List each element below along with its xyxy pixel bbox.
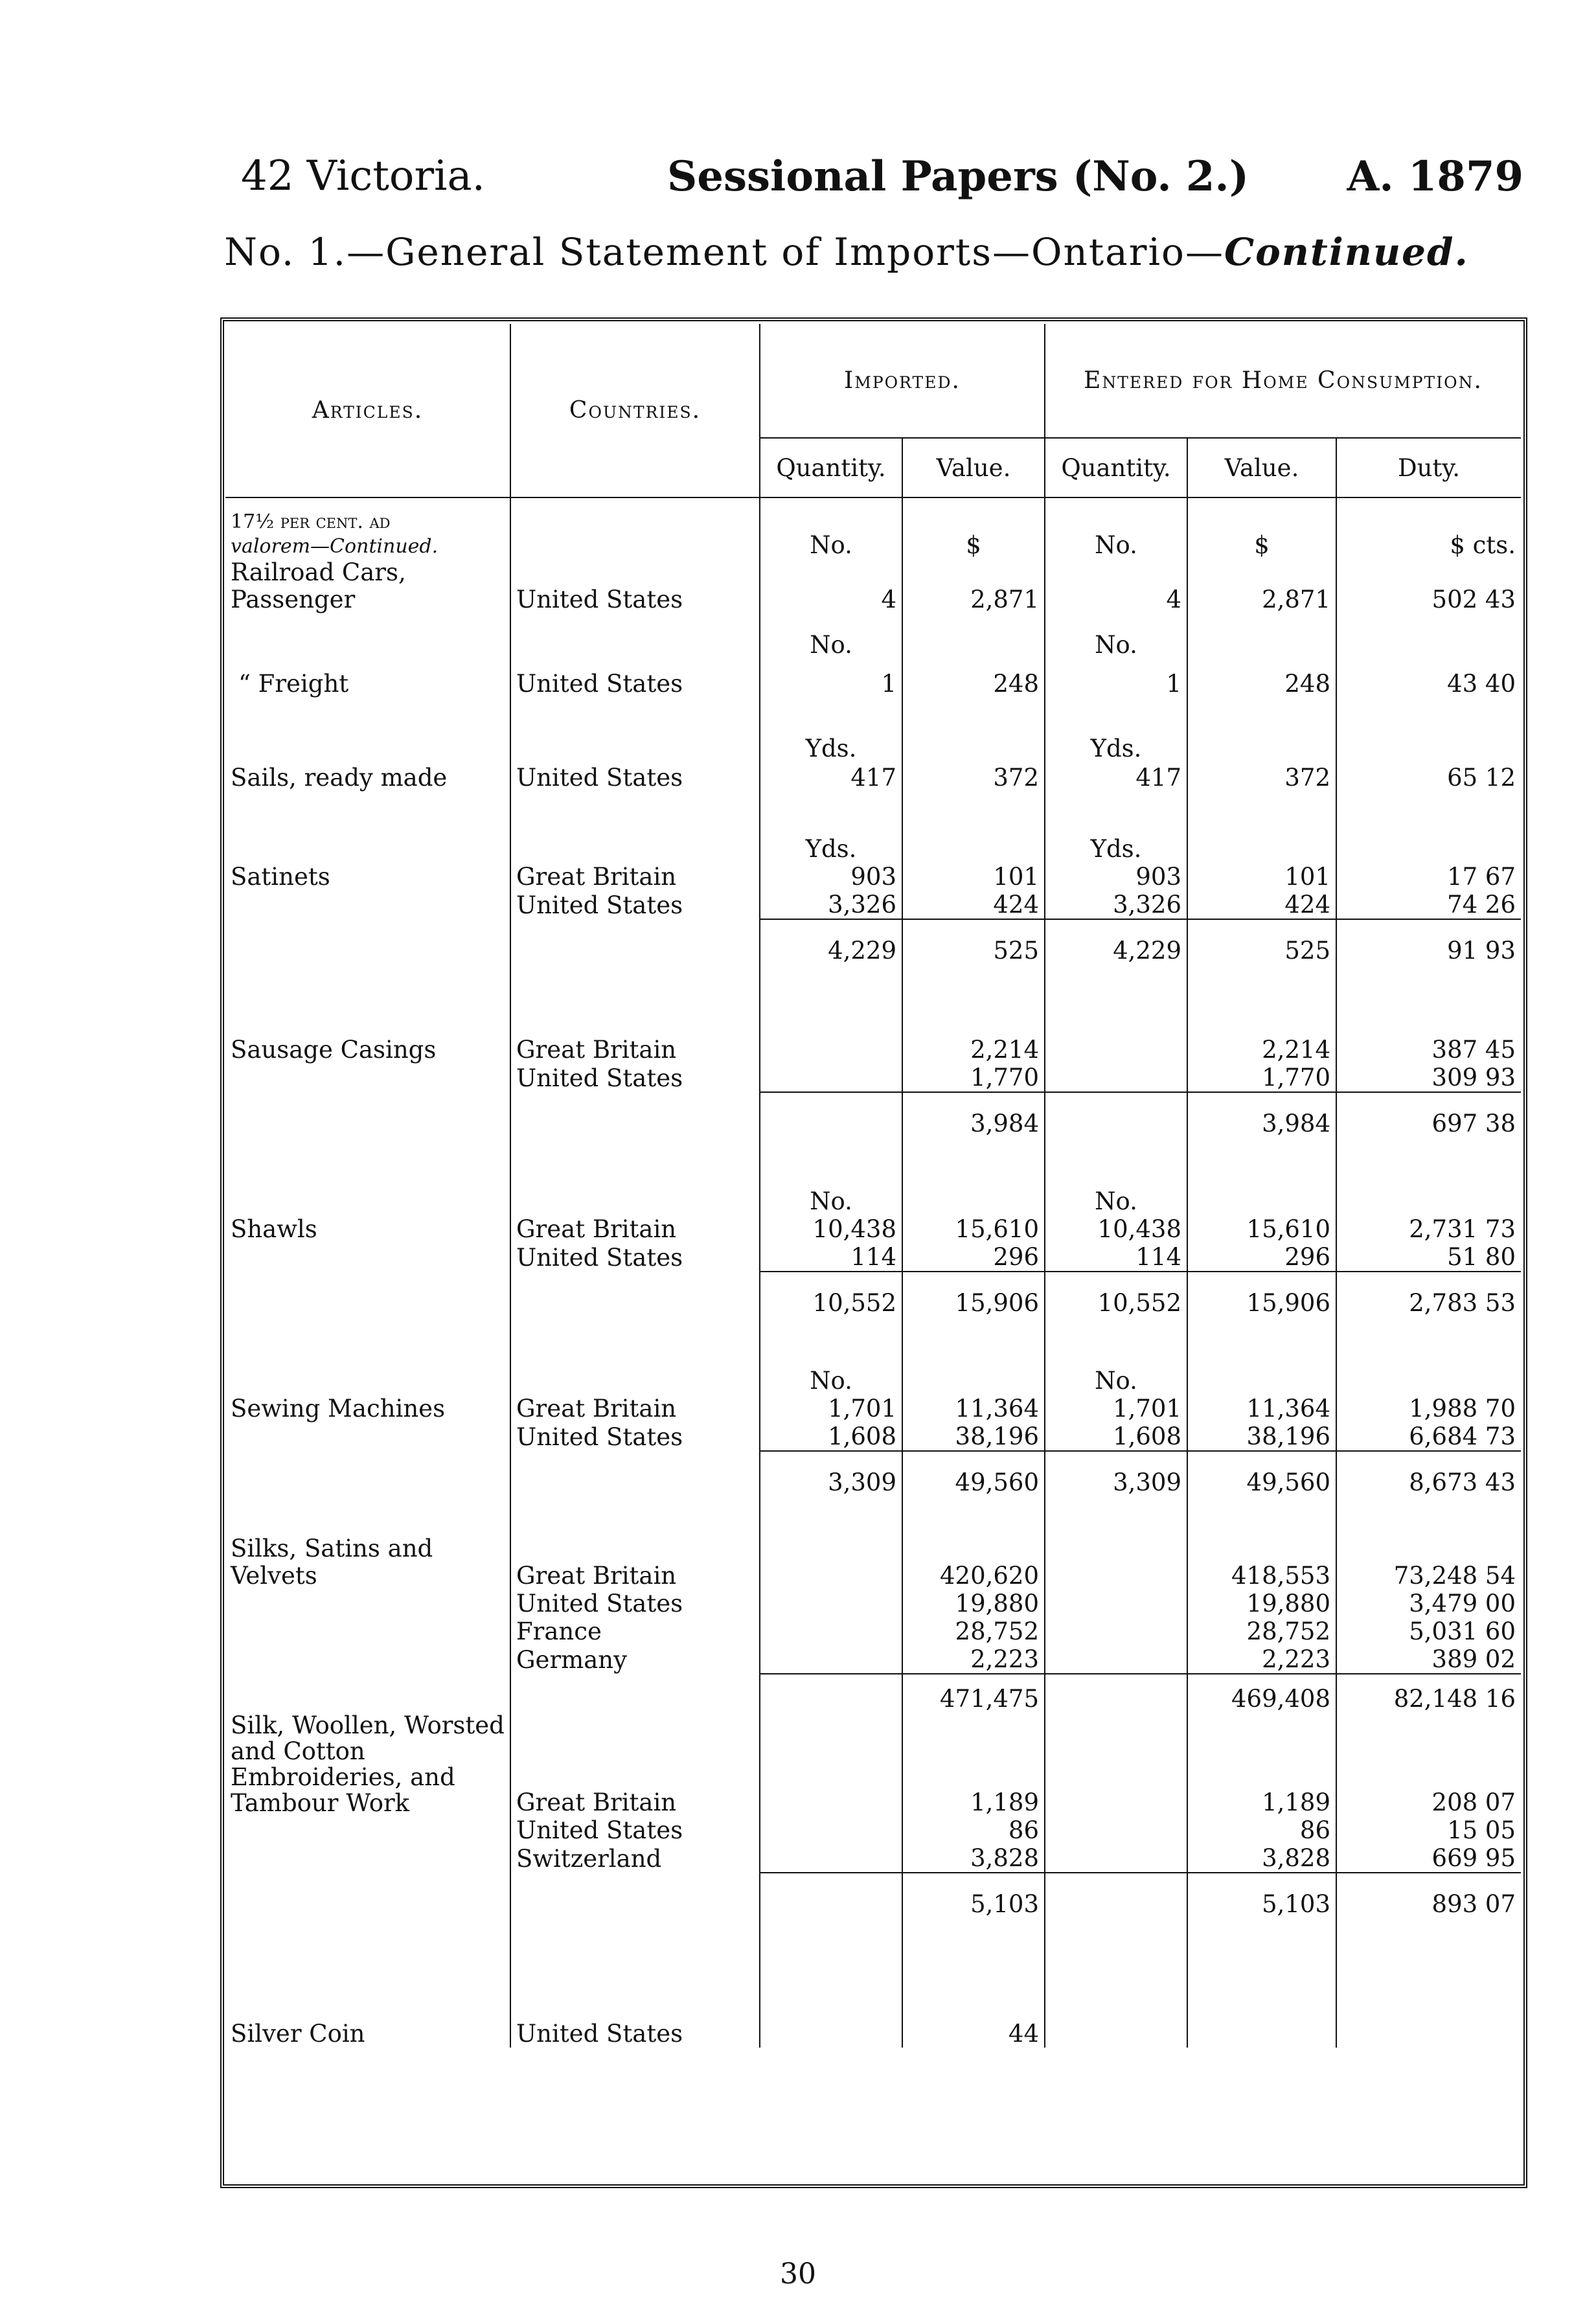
total-row (225, 1272, 1521, 1317)
unit-no: No. (760, 1137, 902, 1215)
total-quantity-2: 4,229 (1045, 919, 1187, 965)
col-entered: Entered for Home Consumption. (1045, 324, 1521, 438)
value-2: 15,610 (1187, 1215, 1336, 1243)
duty: 15 05 (1336, 1816, 1521, 1844)
value-2: 2,223 (1187, 1645, 1336, 1674)
value-2: 2,214 (1187, 1036, 1336, 1064)
country: Great Britain (510, 863, 760, 891)
unit-dollar: $ (902, 497, 1045, 559)
total-quantity: 3,309 (760, 1451, 902, 1496)
duty: 43 40 (1336, 659, 1521, 698)
col-articles: Articles. (225, 324, 510, 497)
quantity: 1,701 (760, 1395, 902, 1423)
quantity (760, 1535, 902, 1590)
table-row (225, 1423, 1521, 1451)
total-duty: 893 07 (1336, 1873, 1521, 1918)
total-quantity-2: 3,309 (1045, 1451, 1187, 1496)
quantity-2 (1045, 1816, 1187, 1844)
table-row (225, 1064, 1521, 1092)
value-2: 372 (1187, 762, 1336, 792)
value-2: 296 (1187, 1243, 1336, 1272)
article-name: “ Freight (238, 670, 349, 698)
country: United States (510, 1243, 760, 1272)
quantity: 114 (760, 1243, 902, 1272)
value: 1,770 (902, 1064, 1045, 1092)
quantity (760, 1064, 902, 1092)
value-2: 418,553 (1187, 1535, 1336, 1590)
total-quantity (760, 1873, 902, 1918)
country: United States (510, 559, 760, 613)
article-name: Sails, ready made (231, 764, 448, 792)
duty: 3,479 00 (1336, 1590, 1521, 1617)
unit-yds: Yds. (1045, 698, 1187, 762)
duty: 669 95 (1336, 1844, 1521, 1873)
quantity-2 (1045, 1844, 1187, 1873)
country: United States (510, 891, 760, 919)
unit-dollar: $ (1187, 497, 1336, 559)
quantity-2: 4 (1045, 559, 1187, 613)
country: United States (510, 1816, 760, 1844)
unit-no: No. (760, 1317, 902, 1395)
total-duty: 2,783 53 (1336, 1272, 1521, 1317)
col-countries: Countries. (510, 324, 760, 497)
duty: 208 07 (1336, 1713, 1521, 1816)
total-value-2: 469,408 (1187, 1674, 1336, 1713)
duty: 73,248 54 (1336, 1535, 1521, 1590)
quantity-2 (1045, 1064, 1187, 1092)
table-row (225, 1036, 1521, 1064)
quantity-2: 903 (1045, 863, 1187, 891)
total-value-2: 525 (1187, 919, 1336, 965)
quantity (760, 1617, 902, 1645)
quantity-2: 1,701 (1045, 1395, 1187, 1423)
unit-no: No. (1045, 1317, 1187, 1395)
table-row (225, 2015, 1521, 2048)
value: 19,880 (902, 1590, 1045, 1617)
duty: 389 02 (1336, 1645, 1521, 1674)
duty: 309 93 (1336, 1064, 1521, 1092)
value-2: 1,770 (1187, 1064, 1336, 1092)
country: France (510, 1617, 760, 1645)
total-quantity (760, 1674, 902, 1713)
quantity-2 (1045, 1590, 1187, 1617)
unit-yds: Yds. (1045, 792, 1187, 863)
table-row (225, 1395, 1521, 1423)
article-name: Silk, Woollen, Worsted and Cotton Embroideries, and Tambour Work (231, 1711, 505, 1817)
quantity-2 (1045, 1617, 1187, 1645)
quantity-2: 10,438 (1045, 1215, 1187, 1243)
table-row (225, 1215, 1521, 1243)
total-duty: 697 38 (1336, 1092, 1521, 1137)
value: 101 (902, 863, 1045, 891)
table-row (225, 1645, 1521, 1674)
section-heading (225, 497, 510, 559)
quantity-2 (1045, 2015, 1187, 2048)
duty: 65 12 (1336, 762, 1521, 792)
col-imported: Imported. (760, 324, 1045, 438)
value: 2,214 (902, 1036, 1045, 1064)
header-title: Sessional Papers (No. 2.) (667, 152, 1249, 201)
table-row (225, 1617, 1521, 1645)
value: 296 (902, 1243, 1045, 1272)
value: 28,752 (902, 1617, 1045, 1645)
page-number: 30 (780, 2257, 816, 2291)
country: Great Britain (510, 1036, 760, 1064)
value-2: 19,880 (1187, 1590, 1336, 1617)
total-quantity-2 (1045, 1092, 1187, 1137)
quantity: 1 (760, 659, 902, 698)
article-name: Sausage Casings (231, 1036, 437, 1064)
total-value: 49,560 (902, 1451, 1045, 1496)
quantity: 1,608 (760, 1423, 902, 1451)
country: Great Britain (510, 1535, 760, 1590)
value-2: 38,196 (1187, 1423, 1336, 1451)
quantity-2: 417 (1045, 762, 1187, 792)
table-row (225, 1590, 1521, 1617)
country: United States (510, 1064, 760, 1092)
quantity-2 (1045, 1535, 1187, 1590)
quantity (760, 1645, 902, 1674)
country: United States (510, 659, 760, 698)
duty: 51 80 (1336, 1243, 1521, 1272)
quantity: 3,326 (760, 891, 902, 919)
total-value-2: 15,906 (1187, 1272, 1336, 1317)
total-quantity: 10,552 (760, 1272, 902, 1317)
table-row (225, 1844, 1521, 1873)
header-session: 42 Victoria. (241, 152, 485, 200)
total-duty: 82,148 16 (1336, 1674, 1521, 1713)
statement-title-main: No. 1.—General Statement of Imports—Ontario— (224, 230, 1224, 274)
value-2: 28,752 (1187, 1617, 1336, 1645)
duty: 387 45 (1336, 1036, 1521, 1064)
table-row (225, 1713, 1521, 1816)
quantity (760, 2015, 902, 2048)
country: United States (510, 762, 760, 792)
value: 15,610 (902, 1215, 1045, 1243)
quantity-2 (1045, 1036, 1187, 1064)
quantity: 10,438 (760, 1215, 902, 1243)
table-row (225, 762, 1521, 792)
quantity-2: 1,608 (1045, 1423, 1187, 1451)
header-year: A. 1879 (1347, 152, 1523, 201)
value-2: 11,364 (1187, 1395, 1336, 1423)
quantity (760, 1036, 902, 1064)
value: 44 (902, 2015, 1045, 2048)
value: 424 (902, 891, 1045, 919)
total-duty: 8,673 43 (1336, 1451, 1521, 1496)
total-value-2: 5,103 (1187, 1873, 1336, 1918)
table-row (225, 1243, 1521, 1272)
unit-yds: Yds. (760, 792, 902, 863)
table-row (225, 863, 1521, 891)
unit-no: No. (1045, 1137, 1187, 1215)
value: 372 (902, 762, 1045, 792)
value: 11,364 (902, 1395, 1045, 1423)
statement-title (0, 230, 1596, 274)
value-2: 101 (1187, 863, 1336, 891)
duty: 6,684 73 (1336, 1423, 1521, 1451)
duty: 5,031 60 (1336, 1617, 1521, 1645)
quantity: 417 (760, 762, 902, 792)
duty: 502 43 (1336, 559, 1521, 613)
value-2: 248 (1187, 659, 1336, 698)
col-quantity: Quantity. (760, 438, 902, 497)
value-2: 2,871 (1187, 559, 1336, 613)
table-row (225, 659, 1521, 698)
total-value-2: 49,560 (1187, 1451, 1336, 1496)
quantity-2: 3,326 (1045, 891, 1187, 919)
col-quantity-2: Quantity. (1045, 438, 1187, 497)
total-row (225, 919, 1521, 965)
total-row (225, 1092, 1521, 1137)
country: Great Britain (510, 1395, 760, 1423)
quantity: 903 (760, 863, 902, 891)
quantity (760, 1816, 902, 1844)
article-name: Silks, Satins and Velvets (231, 1535, 433, 1590)
total-value-2: 3,984 (1187, 1092, 1336, 1137)
total-quantity (760, 1092, 902, 1137)
country: United States (510, 1590, 760, 1617)
duty: 1,988 70 (1336, 1395, 1521, 1423)
section-heading-continued: valorem—Continued. (231, 535, 439, 558)
quantity-2: 114 (1045, 1243, 1187, 1272)
value-2: 3,828 (1187, 1844, 1336, 1873)
value-2: 86 (1187, 1816, 1336, 1844)
unit-no: No. (760, 613, 902, 659)
value: 420,620 (902, 1535, 1045, 1590)
article-name: Silver Coin (231, 2020, 365, 2048)
quantity-2 (1045, 1645, 1187, 1674)
total-value: 5,103 (902, 1873, 1045, 1918)
col-value: Value. (902, 438, 1045, 497)
table-row (225, 559, 1521, 613)
total-duty: 91 93 (1336, 919, 1521, 965)
article-name: Shawls (231, 1215, 317, 1243)
total-value: 471,475 (902, 1674, 1045, 1713)
table-row (225, 1535, 1521, 1590)
value: 1,189 (902, 1713, 1045, 1816)
col-value-2: Value. (1187, 438, 1336, 497)
value-2: 424 (1187, 891, 1336, 919)
table-row (225, 1816, 1521, 1844)
value: 86 (902, 1816, 1045, 1844)
imports-table (225, 324, 1521, 2048)
duty: 2,731 73 (1336, 1215, 1521, 1243)
country: Switzerland (510, 1844, 760, 1873)
value: 248 (902, 659, 1045, 698)
statement-title-continued: Continued. (1224, 230, 1469, 274)
article-name: Sewing Machines (231, 1395, 446, 1423)
article-name: Satinets (231, 863, 330, 891)
duty: 74 26 (1336, 891, 1521, 919)
table-row (225, 891, 1521, 919)
duty: 17 67 (1336, 863, 1521, 891)
total-quantity-2 (1045, 1674, 1187, 1713)
country: United States (510, 1423, 760, 1451)
total-value: 15,906 (902, 1272, 1045, 1317)
total-quantity-2 (1045, 1873, 1187, 1918)
total-row (225, 1451, 1521, 1496)
quantity (760, 1844, 902, 1873)
value: 3,828 (902, 1844, 1045, 1873)
value: 2,871 (902, 559, 1045, 613)
total-quantity-2: 10,552 (1045, 1272, 1187, 1317)
quantity-2 (1045, 1713, 1187, 1816)
col-duty: Duty. (1336, 438, 1521, 497)
quantity (760, 1590, 902, 1617)
unit-yds: Yds. (760, 698, 902, 762)
quantity-2: 1 (1045, 659, 1187, 698)
total-value: 3,984 (902, 1092, 1045, 1137)
total-row (225, 1674, 1521, 1713)
quantity (760, 1713, 902, 1816)
unit-no: No. (760, 497, 902, 559)
country: Germany (510, 1645, 760, 1674)
unit-no: No. (1045, 613, 1187, 659)
value-2: 1,189 (1187, 1713, 1336, 1816)
value-2 (1187, 2015, 1336, 2048)
duty (1336, 2015, 1521, 2048)
country: Great Britain (510, 1713, 760, 1816)
country: Great Britain (510, 1215, 760, 1243)
article-name: Railroad Cars, Passenger (231, 558, 406, 613)
quantity: 4 (760, 559, 902, 613)
total-row (225, 1873, 1521, 1918)
total-value: 525 (902, 919, 1045, 965)
value: 2,223 (902, 1645, 1045, 1674)
unit-dollar-cts: $ cts. (1336, 497, 1521, 559)
value: 38,196 (902, 1423, 1045, 1451)
country: United States (510, 2015, 760, 2048)
total-quantity: 4,229 (760, 919, 902, 965)
section-heading-rate: 17½ per cent. ad (231, 510, 391, 533)
unit-no: No. (1045, 497, 1187, 559)
